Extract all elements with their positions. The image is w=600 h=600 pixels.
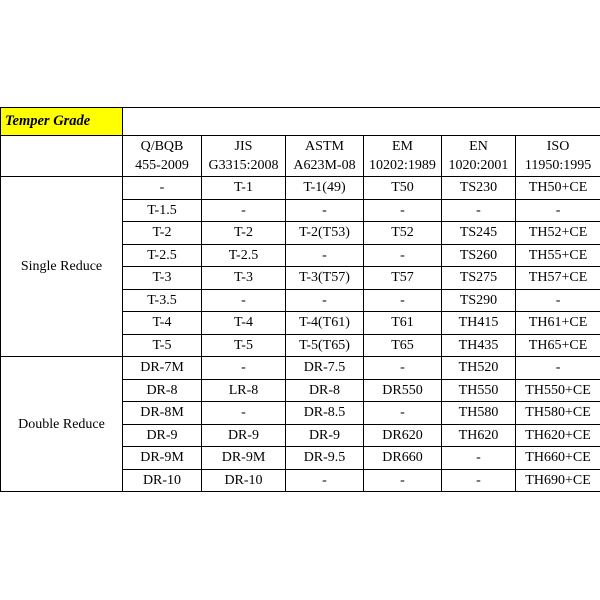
table-cell: - (202, 199, 286, 222)
table-cell: TH690+CE (516, 469, 600, 492)
column-header (286, 136, 364, 177)
table-cell: TH57+CE (516, 267, 600, 290)
group-label: Single Reduce (1, 177, 123, 357)
title-row-blank-cell (123, 108, 600, 136)
table-cell: - (123, 177, 202, 200)
table-cell: T-4 (123, 312, 202, 335)
table-cell: DR660 (364, 447, 442, 470)
table-body (1, 108, 600, 492)
table-cell: TH52+CE (516, 222, 600, 245)
table-cell: - (286, 244, 364, 267)
table-cell: DR-8 (123, 379, 202, 402)
table-cell: T-3(T57) (286, 267, 364, 290)
table-cell: T-1 (202, 177, 286, 200)
table-cell: T-2 (123, 222, 202, 245)
table-cell: - (516, 199, 600, 222)
table-cell: TS290 (442, 289, 516, 312)
table-cell: T57 (364, 267, 442, 290)
table-row (1, 177, 600, 200)
table-cell: DR-8M (123, 402, 202, 425)
column-header-code: 1020:2001 (448, 158, 509, 173)
table-cell: - (364, 357, 442, 380)
table-cell: DR550 (364, 379, 442, 402)
table-cell: T-2 (202, 222, 286, 245)
table-cell: - (442, 447, 516, 470)
table-cell: DR-9 (202, 424, 286, 447)
table-cell: T-3 (123, 267, 202, 290)
table-cell: TH620 (442, 424, 516, 447)
table-cell: DR-8 (286, 379, 364, 402)
table-cell: T-4(T61) (286, 312, 364, 335)
table-cell: LR-8 (202, 379, 286, 402)
column-header-code: 11950:1995 (524, 158, 592, 173)
table-cell: T50 (364, 177, 442, 200)
table-cell: T-2.5 (202, 244, 286, 267)
table-cell: T-2(T53) (286, 222, 364, 245)
table-cell: TH580+CE (516, 402, 600, 425)
table-cell: T-5(T65) (286, 334, 364, 357)
table-cell: - (202, 289, 286, 312)
column-header-standard: EN (469, 139, 488, 154)
table-cell: - (364, 244, 442, 267)
table-cell: T-5 (123, 334, 202, 357)
table-cell: TH660+CE (516, 447, 600, 470)
table-cell: - (202, 402, 286, 425)
table-cell: TH550 (442, 379, 516, 402)
column-header (202, 136, 286, 177)
temper-grade-table-wrapper (0, 107, 600, 492)
table-cell: DR-8.5 (286, 402, 364, 425)
table-cell: DR-7.5 (286, 357, 364, 380)
table-cell: TH550+CE (516, 379, 600, 402)
table-cell: DR-9 (123, 424, 202, 447)
table-row (1, 357, 600, 380)
table-cell: TS275 (442, 267, 516, 290)
column-header (123, 136, 202, 177)
temper-grade-table (0, 107, 600, 492)
table-cell: DR-10 (202, 469, 286, 492)
table-cell: DR-9M (202, 447, 286, 470)
column-header-code: A623M-08 (293, 158, 356, 173)
table-cell: TH580 (442, 402, 516, 425)
table-cell: - (442, 469, 516, 492)
table-cell: T-3.5 (123, 289, 202, 312)
table-cell: T52 (364, 222, 442, 245)
column-header-standard: EM (392, 139, 413, 154)
table-cell: - (364, 199, 442, 222)
table-cell: - (286, 469, 364, 492)
table-cell: DR620 (364, 424, 442, 447)
table-cell: DR-9 (286, 424, 364, 447)
table-cell: - (286, 289, 364, 312)
table-cell: - (364, 402, 442, 425)
table-cell: T-5 (202, 334, 286, 357)
table-cell: - (202, 357, 286, 380)
table-cell: DR-10 (123, 469, 202, 492)
table-cell: T61 (364, 312, 442, 335)
table-cell: - (364, 289, 442, 312)
table-cell: DR-7M (123, 357, 202, 380)
column-header-code: 455-2009 (135, 158, 189, 173)
table-cell: T-1.5 (123, 199, 202, 222)
column-header (364, 136, 442, 177)
table-cell: TH520 (442, 357, 516, 380)
table-cell: - (286, 199, 364, 222)
table-cell: - (516, 289, 600, 312)
column-header (442, 136, 516, 177)
table-cell: TS245 (442, 222, 516, 245)
table-title: Temper Grade (1, 108, 123, 136)
table-cell: DR-9.5 (286, 447, 364, 470)
table-cell: TS230 (442, 177, 516, 200)
header-corner-cell (1, 136, 123, 177)
table-cell: T-2.5 (123, 244, 202, 267)
table-cell: TH61+CE (516, 312, 600, 335)
column-header-standard: ASTM (305, 139, 344, 154)
group-label: Double Reduce (1, 357, 123, 492)
table-cell: TH65+CE (516, 334, 600, 357)
table-cell: TH435 (442, 334, 516, 357)
table-cell: TH415 (442, 312, 516, 335)
table-cell: TH50+CE (516, 177, 600, 200)
header-row (1, 136, 600, 177)
table-cell: T-3 (202, 267, 286, 290)
title-row (1, 108, 600, 136)
column-header-code: G3315:2008 (208, 158, 279, 173)
table-cell: TH55+CE (516, 244, 600, 267)
table-cell: T65 (364, 334, 442, 357)
table-cell: TS260 (442, 244, 516, 267)
table-cell: - (364, 469, 442, 492)
column-header-standard: ISO (546, 139, 570, 154)
table-cell: T-4 (202, 312, 286, 335)
column-header (516, 136, 600, 177)
table-cell: - (442, 199, 516, 222)
column-header-standard: Q/BQB (140, 139, 184, 154)
table-cell: T-1(49) (286, 177, 364, 200)
table-cell: - (516, 357, 600, 380)
column-header-code: 10202:1989 (369, 158, 436, 173)
column-header-standard: JIS (234, 139, 253, 154)
table-cell: TH620+CE (516, 424, 600, 447)
table-cell: DR-9M (123, 447, 202, 470)
